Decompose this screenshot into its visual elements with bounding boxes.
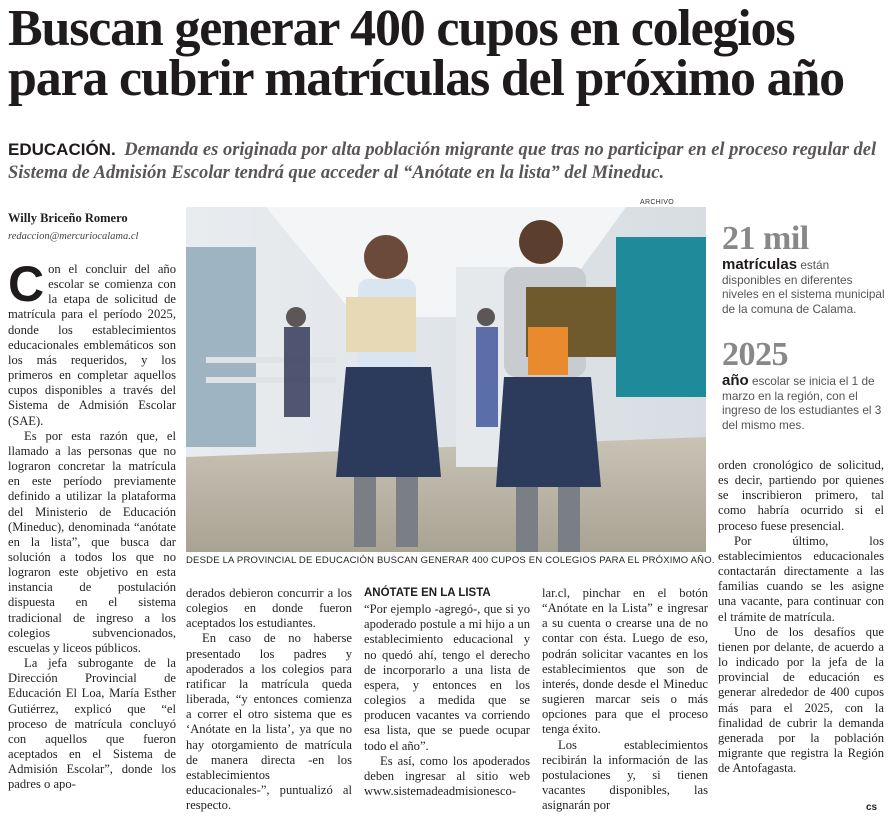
author-email[interactable]: redaccion@mercuriocalama.cl [8, 231, 139, 242]
stat-keyword: matrículas [722, 256, 798, 273]
stat-number: 21 mil [722, 220, 809, 257]
sidebar-stat-1 [722, 222, 886, 316]
author-name: Willy Briceño Romero [8, 211, 128, 225]
article-column-4 [542, 586, 708, 813]
paragraph: La jefa subrogante de la Dirección Provincial de Educación El Loa, María Esther Gutiérrez, explicó que “el proceso de matrícula concluyó con aquellos que fueron aceptados en el Sistema de Admisión Escolar”, donde los padres o apo- [8, 656, 176, 792]
headline [8, 0, 884, 107]
lead-text: Demanda es originada por alta población migrante que tras no participar en el proceso regular del Sistema de Admisión Escolar tendrá que acceder al “Anótate en la lista” del Mineduc. [8, 140, 877, 183]
stat-text: están disponibles en diferentes niveles en el sistema municipal de la comuna de Calama. [722, 258, 885, 316]
headline-line-2: para cubrir matrículas del próximo año [8, 50, 844, 107]
paragraph: Es por esta razón que, el llamado a las personas que no lograron concretar la matrícula en este período previamente definido a utilizar la plataforma del Ministerio de Educación (Mineduc), denominada “anótate en la lista”, que busca dar solución a todos los que no lograron este objetivo en esta instancia de postulación dispuesta en el sistema tradicional de ingreso a los colegios subvencionados, escuelas y liceos públicos. [8, 428, 176, 655]
photo-caption: DESDE LA PROVINCIAL DE EDUCACIÓN BUSCAN GENERAR 400 CUPOS EN COLEGIOS PARA EL PRÓXIMO AÑO. [186, 555, 715, 566]
subheading: ANÓTATE EN LA LISTA [364, 587, 491, 599]
paragraph: Uno de los desafíos que tienen por delante, de acuerdo a lo indicado por la jefa de la provincial de educación es generar alrededor de 400 cupos más para el 2025, con la finalidad de cubrir la demanda generada por la población migrante que registra la Región de Antofagasta. [718, 624, 884, 776]
end-mark: cs [866, 802, 878, 813]
lead-paragraph [8, 138, 884, 185]
stat-number: 2025 [722, 336, 788, 373]
paragraph: Los establecimientos recibirán la información de las postulaciones y, si tienen vacantes disponibles, las asignarán por [542, 737, 708, 813]
section-kicker: EDUCACIÓN. [8, 140, 116, 159]
paragraph: lar.cl, pinchar en el botón “Anótate en la Lista” e ingresar a su cuenta o crearse una de no contar con ésta. Luego de eso, podrán solicitar vacantes en los establecimientos que son de interés, donde desde el Mineduc sugieren marcar seis o más opciones para que el proceso tenga éxito. [542, 586, 708, 737]
article-column-1 [8, 256, 176, 792]
paragraph: orden cronológico de solicitud, es decir, partiendo por quienes se inscribieron primero, tal como habría ocurrido si el proceso fuese presencial. [718, 458, 884, 533]
article-column-5 [718, 458, 884, 776]
paragraph: Con el concluir del año escolar se comienza con la etapa de solicitud de matrícula para el período 2025, donde los establecimientos educacionales emblemáticos son los más requeridos, y los primeros en completar aquellos cupos disponibles a través del Sistema de Admisión Escolar (SAE). [8, 256, 176, 428]
paragraph: Es así, como los apoderados deben ingresar al sitio web www.sistemadeadmisionesco- [364, 753, 530, 799]
sidebar-stat-2 [722, 338, 886, 432]
byline [8, 211, 180, 242]
paragraph: derados debieron concurrir a los colegios en donde fueron aceptados los estudiantes. [186, 586, 352, 631]
stat-keyword: año [722, 372, 749, 389]
paragraph: “Por ejemplo -agregó-, que si yo apoderado postule a mi hijo a un establecimiento educacional y no quedó ahí, tengo el derecho de incorporarlo a una lista de espera, y entonces en los colegios a medida que se producen vacantes va corriendo esa lista, que se puede ocupar todo el año”. [364, 602, 530, 753]
photo-credit: ARCHIVO [640, 199, 674, 206]
paragraph: En caso de no haberse presentado los padres y apoderados a los colegios para ratificar la matrícula queda liberada, “y entonces comienza a correr el otro sistema que es ‘Anótate en la lista’, ya que no hay otorgamiento de matrícula de manera directa -en los establecimientos educacionales-”, puntualizó al respecto. [186, 631, 352, 813]
students-photo-illustration [186, 207, 706, 552]
headline-line-1: Buscan generar 400 cupos en colegios [8, 0, 795, 57]
article-column-3 [364, 586, 530, 799]
article-column-2 [186, 586, 352, 813]
article-photo [186, 207, 706, 552]
paragraph: Por último, los establecimientos educacionales contactarán directamente a las familias cuando se les asigne una vacante, para continuar con el trámite de matrícula. [718, 533, 884, 624]
stat-text: escolar se inicia el 1 de marzo en la región, con el ingreso de los estudiantes el 3 del mismo mes. [722, 374, 882, 432]
